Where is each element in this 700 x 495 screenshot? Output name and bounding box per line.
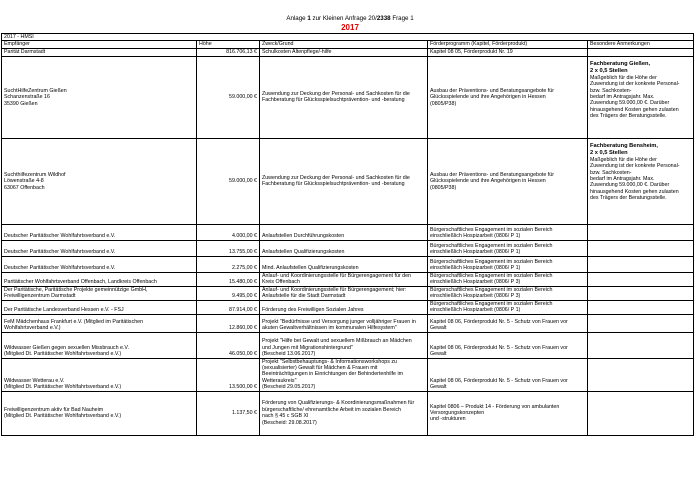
purpose-cell: [260, 240, 428, 256]
section-row: [2, 34, 694, 41]
recipient-cell: [2, 272, 197, 286]
notes-cell: [588, 300, 694, 314]
recipient-cell: [2, 138, 197, 224]
recipient-line: Der Paritätische, Paritätische Projekte gemeinnützige GmbH,: [4, 287, 148, 293]
amount-cell: 1.137,50 €: [197, 391, 260, 435]
notes-line: Zuwendung ist der konkrete Personal-: [590, 163, 680, 170]
amount-cell: 2.275,00 €: [197, 256, 260, 272]
recipient-line: (Mitglied Dt. Paritätischer Wohlfahrtsverband e.V.): [4, 351, 122, 358]
purpose-line: Fachberatung für Glücksspielsuchtprävention- und -beratung: [262, 181, 405, 188]
purpose-cell: [260, 300, 428, 314]
notes-cell: [588, 391, 694, 435]
program-line: Gewalt: [430, 351, 447, 358]
recipient-line: 63067 Offenbach: [4, 184, 45, 191]
purpose-line: Anlauf- und Koordinierungsstelle für Bürgerengagement; hier:: [262, 287, 407, 293]
table-row: [2, 272, 694, 286]
purpose-line: (Bescheid: 29.08.2017): [262, 419, 317, 426]
recipient-cell: [2, 358, 197, 391]
purpose-line: (sexualisierter) Gewalt für Mädchen & Frauen mit: [262, 365, 378, 372]
program-line: Ausbau der Präventions- und Beratungsangebote für: [430, 87, 554, 94]
notes-line: bzw. Sachkosten-: [590, 87, 632, 94]
purpose-cell: [260, 138, 428, 224]
program-line: Bürgerschaftliches Engagement im sozialen Bereich: [430, 300, 553, 307]
notes-line: des Trägers der Beratungsstelle.: [590, 113, 667, 120]
recipient-line: Der Paritätische Landesverband Hessen e.V. - FSJ: [4, 307, 124, 314]
document-year: 2017: [341, 23, 359, 32]
program-cell: [428, 300, 588, 314]
table-row: [2, 48, 694, 56]
purpose-line: Fachberatung für Glücksspielsuchtprävention- und -beratung: [262, 97, 405, 104]
table-row: [2, 256, 694, 272]
recipient-line: Deutscher Paritätischer Wohlfahrtsverband e.V.: [4, 265, 116, 272]
column-header-recipient: Empfänger: [2, 41, 197, 48]
purpose-line: Anlauf- und Koordinierungsstelle für Bürgerengagement für den: [262, 273, 411, 279]
table-row: [2, 138, 694, 224]
recipient-cell: [2, 56, 197, 138]
program-line: einschließlich Hospizarbeit (0806/ P 1): [430, 307, 521, 314]
recipient-line: Freiwilligenzentrum Darmstadt: [4, 293, 76, 300]
table-row: [2, 300, 694, 314]
program-line: Kapitel 08 06, Förderprodukt Nr. 5 - Schutz von Frauen vor: [430, 344, 568, 351]
table-row: [2, 286, 694, 300]
program-line: und -strukturen: [430, 416, 466, 423]
title-middle: zur Kleinen Anfrage 20/: [310, 15, 377, 22]
purpose-cell: [260, 358, 428, 391]
program-cell: [428, 48, 588, 56]
notes-line: bedarf im Antragsjahr. Max.: [590, 176, 655, 183]
notes-heading-line: Fachberatung Bensheim,: [590, 142, 658, 149]
amount-cell: 12.860,00 €: [197, 314, 260, 332]
recipient-cell: [2, 48, 197, 56]
recipient-line: Wildwasser Gießen gegen sexuellen Missbrauch e.V.: [4, 344, 129, 351]
recipient-cell: [2, 332, 197, 358]
program-line: Bürgerschaftliches Engagement im sozialen Bereich: [430, 259, 553, 265]
program-cell: [428, 314, 588, 332]
notes-cell: [588, 314, 694, 332]
program-line: (0805/P38): [430, 100, 457, 107]
purpose-line: (Bescheid 29.05.2017): [262, 384, 316, 391]
purpose-line: Mind. Anlaufstellen Qualifizierungskosten: [262, 265, 359, 272]
purpose-line: und Jungen mit Migrationshintergrund": [262, 344, 353, 351]
purpose-line: Projekt "Bedürfnisse und Versorgung junger volljähriger Frauen in: [262, 318, 416, 325]
program-cell: [428, 224, 588, 240]
recipient-line: Wohlfahrtsverband e.V.): [4, 325, 61, 332]
recipient-line: Suchthilfezentrum Wildhof: [4, 171, 66, 178]
purpose-line: Anlaufstelle für die Stadt Darmstadt: [262, 293, 346, 300]
program-line: Bürgerschaftliches Engagement im sozialen Bereich: [430, 227, 553, 233]
recipient-line: Paritätischer Wohlfahrtsverband Offenbach, Landkreis Offenbach: [4, 279, 157, 286]
program-line: Versorgungskonzepten: [430, 409, 485, 416]
program-line: Kapitel 0806 – Produkt 14 - Förderung von ambulanten: [430, 403, 560, 410]
recipient-line: 35390 Gießen: [4, 100, 38, 107]
program-cell: [428, 56, 588, 138]
purpose-line: Wetteraukreis": [262, 377, 297, 384]
program-cell: [428, 272, 588, 286]
recipient-line: Parität Darmstadt: [4, 49, 46, 56]
recipient-cell: [2, 224, 197, 240]
notes-line: des Trägers der Beratungsstelle.: [590, 195, 667, 202]
recipient-cell: [2, 391, 197, 435]
recipient-line: (Mitglied Dt. Paritätischer Wohlfahrtsverband e.V.): [4, 413, 122, 420]
purpose-line: Zuwendung zur Deckung der Personal- und Sachkosten für die: [262, 90, 410, 97]
amount-cell: 87.914,00 €: [197, 300, 260, 314]
notes-heading-line: 2 x 0,5 Stellen: [590, 67, 628, 74]
purpose-cell: [260, 272, 428, 286]
program-cell: [428, 138, 588, 224]
table-row: [2, 358, 694, 391]
purpose-line: nach § 45 c SGB XI: [262, 413, 309, 420]
purpose-line: bürgerschaftliche/ ehrenamtliche Arbeit im sozialen Bereich: [262, 406, 401, 413]
notes-cell: [588, 224, 694, 240]
program-line: Kapitel 08 06, Förderprodukt Nr. 5 - Schutz von Frauen vor: [430, 377, 568, 384]
notes-cell: [588, 240, 694, 256]
title-suffix: Frage 1: [390, 15, 414, 22]
notes-line: Zuwendung 59.000,00 €. Darüber: [590, 100, 670, 107]
purpose-cell: [260, 256, 428, 272]
program-line: einschließlich Hospizarbeit (0806/ P 3): [430, 293, 521, 300]
purpose-line: Anlaufstellen Qualifizierungskosten: [262, 249, 345, 256]
program-line: Bürgerschaftliches Engagement im sozialen Bereich: [430, 287, 553, 293]
title-number: 1: [307, 15, 311, 22]
program-line: einschließlich Hospizarbeit (0806/ P 1): [430, 233, 521, 240]
recipient-line: Freiwilligenzentrum aktiv für Bad Nauheim: [4, 406, 104, 413]
column-header-row: [2, 41, 694, 48]
recipient-line: Schanzenstraße 16: [4, 94, 50, 101]
notes-cell: [588, 272, 694, 286]
amount-cell: 59.000,00 €: [197, 138, 260, 224]
notes-line: hinausgehend Kosten gehen zulasten: [590, 188, 679, 195]
recipient-cell: [2, 256, 197, 272]
column-header-purpose: Zweck/Grund: [260, 41, 428, 48]
program-line: Kapitel 08 05, Förderprodukt Nr. 19: [430, 49, 513, 56]
title-reference: 2338: [376, 15, 391, 22]
amount-cell: 46.050,00 €: [197, 332, 260, 358]
notes-cell: [588, 286, 694, 300]
purpose-line: Zuwendung zur Deckung der Personal- und Sachkosten für die: [262, 174, 410, 181]
notes-line: Zuwendung ist der konkrete Personal-: [590, 81, 680, 88]
funding-table: [1, 33, 694, 436]
notes-cell: [588, 358, 694, 391]
program-line: Gewalt: [430, 325, 447, 332]
purpose-cell: [260, 314, 428, 332]
program-cell: [428, 332, 588, 358]
program-line: Gewalt: [430, 384, 447, 391]
recipient-cell: [2, 240, 197, 256]
amount-cell: 59.000,00 €: [197, 56, 260, 138]
notes-line: bedarf im Antragsjahr. Max.: [590, 94, 655, 101]
purpose-line: Schulkosten Altenpflege/-hilfe: [262, 49, 332, 56]
purpose-line: Förderung von Qualifizierungs- & Koordinierungsmaßnahmen für: [262, 400, 415, 407]
column-header-amount: Höhe: [197, 41, 260, 48]
purpose-cell: [260, 391, 428, 435]
notes-line: Maßgeblich für die Höhe der: [590, 156, 657, 163]
program-cell: [428, 358, 588, 391]
title-prefix: Anlage: [286, 15, 308, 22]
purpose-cell: [260, 48, 428, 56]
program-line: einschließlich Hospizarbeit (0806/ P 1): [430, 249, 521, 256]
recipient-cell: [2, 300, 197, 314]
section-label: 2017 - HMSI: [2, 34, 694, 41]
purpose-line: Projekt "Hilfe bei Gewalt und sexuellem Mißbrauch an Mädchen: [262, 338, 412, 345]
table-row: [2, 56, 694, 138]
purpose-line: Förderung des Freiwilligen Sozialen Jahres: [262, 307, 364, 314]
notes-cell: [588, 332, 694, 358]
purpose-line: Projekt "Selbstbehauptungs- & Informationsworkshops zu: [262, 358, 397, 365]
recipient-line: FeM Mädchenhaus Frankfurt e.V. (Mitglied im Paritätischen: [4, 318, 144, 325]
notes-heading-line: Fachberatung Gießen,: [590, 60, 651, 67]
amount-cell: 816.706,13 €: [197, 48, 260, 56]
amount-cell: 15.480,00 €: [197, 272, 260, 286]
notes-cell: [588, 56, 694, 138]
program-line: Glücksspielende und ihre Angehörigen in Hessen: [430, 94, 546, 101]
recipient-line: SuchtHilfeZentrum Gießen: [4, 87, 67, 94]
notes-line: Maßgeblich für die Höhe der: [590, 74, 657, 81]
column-header-notes: Besondere Anmerkungen: [588, 41, 694, 48]
purpose-line: (Bescheid 13.06.2017): [262, 351, 316, 358]
program-cell: [428, 286, 588, 300]
amount-cell: 9.495,00 €: [197, 286, 260, 300]
recipient-line: Deutscher Paritätischer Wohlfahrtsverband e.V.: [4, 249, 116, 256]
table-row: [2, 240, 694, 256]
recipient-line: Löwenstraße 4-8: [4, 178, 44, 185]
program-line: Kapitel 08 06, Förderprodukt Nr. 5 - Schutz von Frauen vor: [430, 318, 568, 325]
column-header-program: Förderprogramm (Kapitel, Förderprodukt): [428, 41, 588, 48]
recipient-line: (Mitglied Dt. Paritätischer Wohlfahrtsverband e.V.): [4, 384, 122, 391]
purpose-cell: [260, 224, 428, 240]
program-line: Bürgerschaftliches Engagement im sozialen Bereich: [430, 273, 553, 279]
purpose-line: Anlaufstellen Durchführungskosten: [262, 233, 345, 240]
recipient-line: Deutscher Paritätischer Wohlfahrtsverband e.V.: [4, 233, 116, 240]
table-row: [2, 314, 694, 332]
program-line: (0805/P38): [430, 184, 457, 191]
purpose-line: Kreis Offenbach: [262, 279, 300, 286]
recipient-cell: [2, 286, 197, 300]
amount-cell: 13.755,00 €: [197, 240, 260, 256]
program-cell: [428, 240, 588, 256]
program-line: Bürgerschaftliches Engagement im sozialen Bereich: [430, 243, 553, 249]
funding-table-body: [2, 34, 694, 436]
purpose-cell: [260, 332, 428, 358]
amount-cell: 13.500,00 €: [197, 358, 260, 391]
notes-line: bzw. Sachkosten-: [590, 169, 632, 176]
notes-cell: [588, 48, 694, 56]
program-line: Ausbau der Präventions- und Beratungsangebote für: [430, 171, 554, 178]
program-line: einschließlich Hospizarbeit (0806/ P 1): [430, 265, 521, 272]
program-cell: [428, 391, 588, 435]
recipient-line: Wildwasser Wetterau e.V.: [4, 377, 65, 384]
notes-heading-line: 2 x 0,5 Stellen: [590, 149, 628, 156]
table-row: [2, 332, 694, 358]
purpose-cell: [260, 56, 428, 138]
notes-line: hinausgehend Kosten gehen zulasten: [590, 106, 679, 113]
amount-cell: 4.000,00 €: [197, 224, 260, 240]
notes-line: Zuwendung 59.000,00 €. Darüber: [590, 182, 670, 189]
notes-cell: [588, 256, 694, 272]
document-title: [0, 15, 700, 23]
notes-cell: [588, 138, 694, 224]
program-cell: [428, 256, 588, 272]
recipient-cell: [2, 314, 197, 332]
purpose-cell: [260, 286, 428, 300]
purpose-line: akuten Gewaltverhältnissen im kommunalen Hilfesystem": [262, 325, 397, 332]
program-line: einschließlich Hospizarbeit (0806/ P 3): [430, 279, 521, 286]
program-line: Glücksspielende und ihre Angehörigen in Hessen: [430, 178, 546, 185]
purpose-line: Beeinträchtigungen in Einrichtungen der Behindertenhilfe im: [262, 371, 404, 378]
table-row: [2, 391, 694, 435]
table-row: [2, 224, 694, 240]
